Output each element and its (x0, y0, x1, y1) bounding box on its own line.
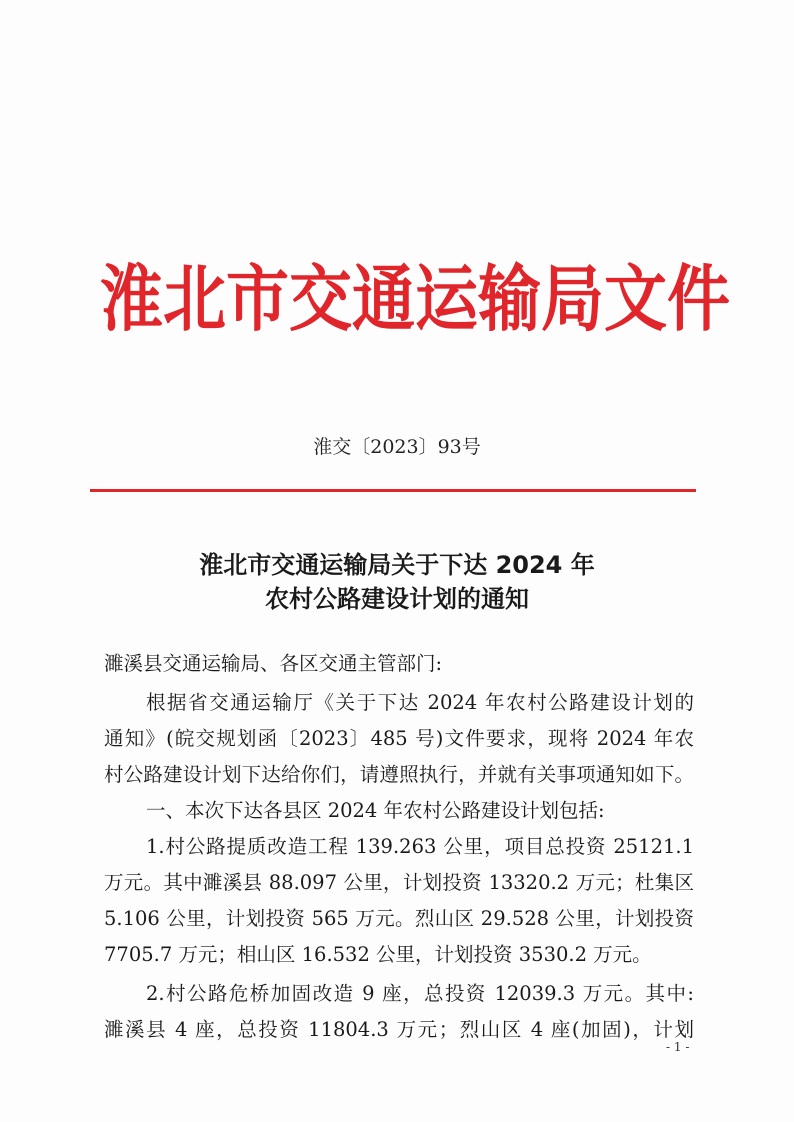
notice-title-line-1: 淮北市交通运输局关于下达 2024 年 (199, 551, 595, 579)
body-line: 万元。其中濉溪县 88.097 公里，计划投资 13320.2 万元；杜集区 (104, 871, 694, 894)
body-line: 根据省交通运输厅《关于下达 2024 年农村公路建设计划的 (146, 691, 694, 714)
body-line: 1.村公路提质改造工程 139.263 公里，项目总投资 25121.1 (146, 835, 694, 858)
red-divider-line (90, 489, 696, 492)
body-line: 5.106 公里，计划投资 565 万元。烈山区 29.528 公里，计划投资 (104, 907, 694, 930)
page-number: - 1 - (666, 1040, 690, 1054)
issuing-authority-header: 淮北市交通运输局文件 (100, 257, 730, 342)
body-line: 7705.7 万元；相山区 16.532 公里，计划投资 3530.2 万元。 (104, 943, 652, 966)
notice-title-line-2: 农村公路建设计划的通知 (265, 585, 529, 613)
section-heading: 一、本次下达各县区 2024 年农村公路建设计划包括: (146, 799, 605, 822)
body-line: 濉溪县 4 座，总投资 11804.3 万元；烈山区 4 座(加固)，计划 (104, 1018, 694, 1041)
body-line: 村公路建设计划下达给你们，请遵照执行，并就有关事项通知如下。 (104, 763, 694, 786)
document-number: 淮交〔2023〕93号 (313, 436, 481, 458)
body-line: 2.村公路危桥加固改造 9 座，总投资 12039.3 万元。其中: (146, 982, 694, 1005)
salutation: 濉溪县交通运输局、各区交通主管部门: (104, 652, 443, 675)
body-line: 通知》(皖交规划函〔2023〕485 号)文件要求，现将 2024 年农 (104, 727, 694, 750)
